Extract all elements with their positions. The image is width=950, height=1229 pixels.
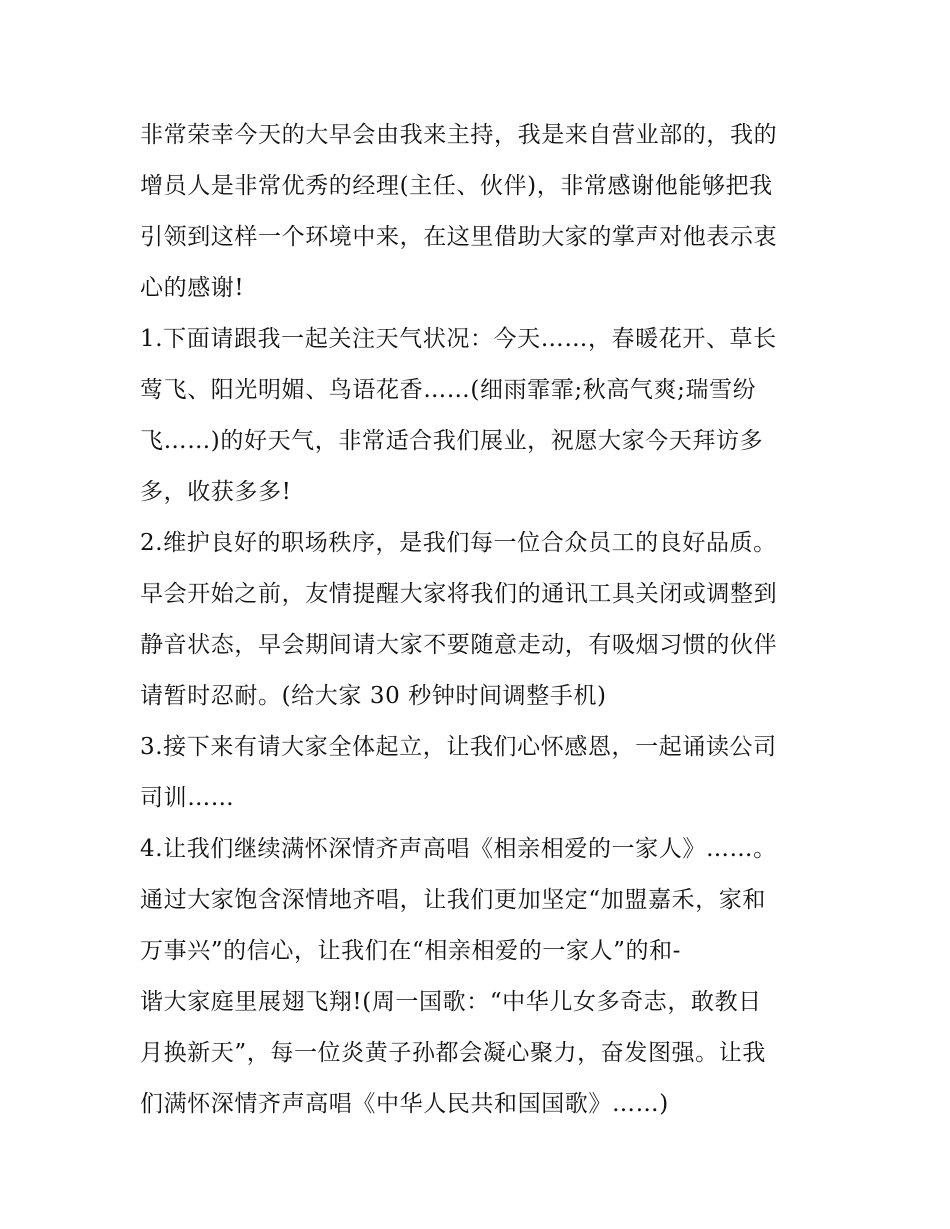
text-line: 们满怀深情齐声高唱《中华人民共和国国歌》……): [140, 1091, 669, 1117]
text-line: 莺飞、阳光明媚、鸟语花香……(细雨霏霏;秋高气爽;瑞雪纷: [140, 377, 757, 403]
text-line: 1.下面请跟我一起关注天气状况：今天……，春暖花开、草长: [140, 326, 777, 352]
text-line: 非常荣幸今天的大早会由我来主持，我是来自营业部的，我的: [140, 122, 778, 148]
text-line: 月换新天”，每一位炎黄子孙都会凝心聚力，奋发图强。让我: [140, 1040, 766, 1066]
text-line: 增员人是非常优秀的经理(主任、伙伴)，非常感谢他能够把我: [140, 173, 773, 199]
text-line: 多，收获多多!: [140, 479, 292, 505]
text-line: 2.维护良好的职场秩序，是我们每一位合众员工的良好品质。: [140, 530, 777, 556]
text-line: 3.接下来有请大家全体起立，让我们心怀感恩，一起诵读公司: [140, 734, 777, 760]
text-line: 通过大家饱含深情地齐唱，让我们更加坚定“加盟嘉禾，家和: [140, 887, 766, 913]
text-line: 司训……: [140, 785, 235, 811]
text-line: 静音状态，早会期间请大家不要随意走动，有吸烟习惯的伙伴: [140, 632, 778, 658]
body-text: [140, 110, 830, 1130]
text-line: 请暂时忍耐。(给大家 30 秒钟时间调整手机): [140, 683, 607, 709]
text-line: 谐大家庭里展翅飞翔!(周一国歌：“中华儿女多奇志，敢教日: [140, 989, 762, 1015]
text-line: 引领到这样一个环境中来，在这里借助大家的掌声对他表示衷: [140, 224, 778, 250]
text-line: 万事兴”的信心，让我们在“相亲相爱的一家人”的和-: [140, 938, 682, 964]
text-line: 飞……)的好天气，非常适合我们展业，祝愿大家今天拜访多: [140, 428, 764, 454]
text-line: 早会开始之前，友情提醒大家将我们的通讯工具关闭或调整到: [140, 581, 778, 607]
text-line: 4.让我们继续满怀深情齐声高唱《相亲相爱的一家人》……。: [140, 836, 777, 862]
text-line: 心的感谢!: [140, 275, 245, 301]
